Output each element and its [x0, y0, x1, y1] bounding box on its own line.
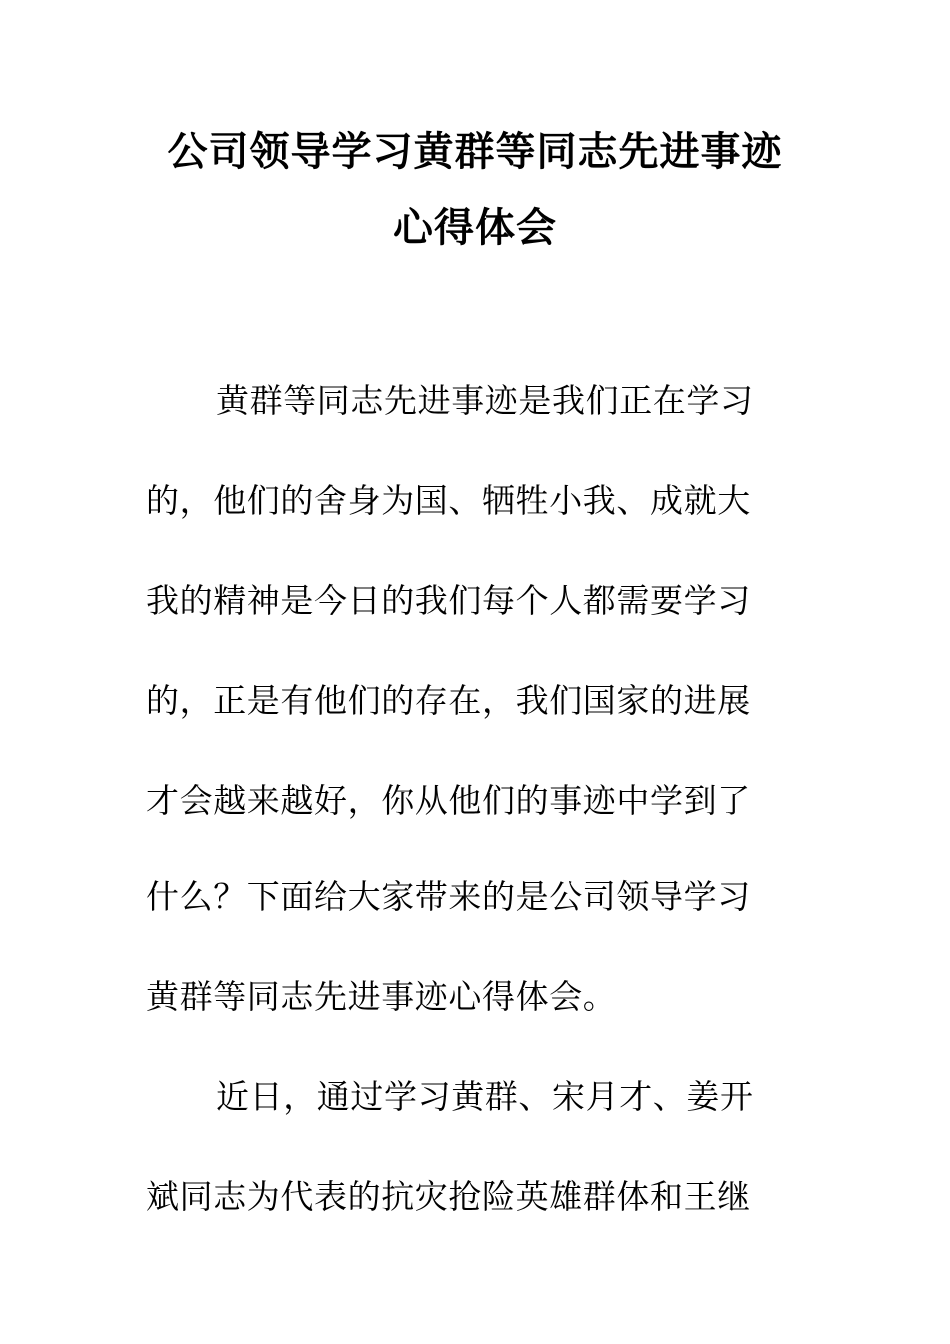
paragraph-1-line-3: 我的精神是今日的我们每个人都需要学习	[146, 581, 751, 620]
document-title-line-1: 公司领导学习黄群等同志先进事迹	[167, 128, 783, 175]
paragraph-1-line-1: 黄群等同志先进事迹是我们正在学习	[216, 381, 754, 420]
paragraph-1-line-4: 的，正是有他们的存在，我们国家的进展	[146, 681, 751, 720]
paragraph-2-line-1: 近日，通过学习黄群、宋月才、姜开	[216, 1077, 754, 1116]
paragraph-2-line-2: 斌同志为代表的抗灾抢险英雄群体和王继	[146, 1177, 751, 1216]
paragraph-1-line-2: 的，他们的舍身为国、牺牲小我、成就大	[146, 481, 751, 520]
document-title-line-2: 心得体会	[393, 204, 557, 251]
paragraph-1-line-6: 什么？下面给大家带来的是公司领导学习	[146, 877, 751, 916]
paragraph-1-line-7: 黄群等同志先进事迹心得体会。	[146, 977, 617, 1016]
paragraph-1-line-5: 才会越来越好，你从他们的事迹中学到了	[146, 781, 751, 820]
